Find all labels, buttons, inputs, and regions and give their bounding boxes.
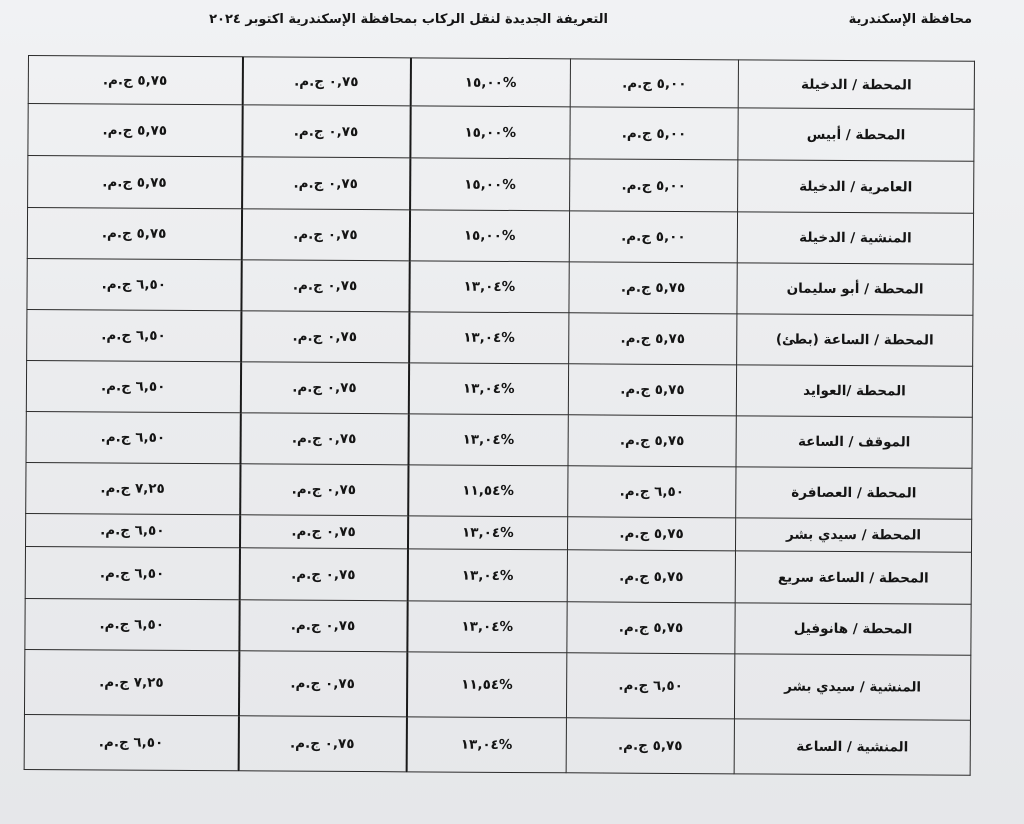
old-fare-cell: ٥,٧٥ ج.م. (567, 550, 735, 603)
increase-cell: ٠,٧٥ ج.م. (238, 716, 406, 772)
table-row (28, 56, 974, 110)
old-fare-cell: ٦,٥٠ ج.م. (566, 653, 734, 719)
increase-cell: ٠,٧٥ ج.م. (240, 413, 408, 465)
percent-cell: %١٥,٠٠ (410, 58, 570, 107)
route-cell: المنشية / سيدي بشر (734, 654, 970, 720)
percent-cell: %١٥,٠٠ (410, 158, 570, 211)
new-fare-cell: ٦,٥٠ ج.م. (27, 258, 241, 310)
old-fare-cell: ٥,٧٥ ج.م. (567, 517, 735, 551)
route-cell: المنشية / الساعة (734, 719, 970, 775)
table-row (27, 208, 973, 265)
old-fare-cell: ٥,٠٠ ج.م. (570, 159, 738, 212)
percent-cell: %١١,٥٤ (406, 652, 566, 718)
new-fare-cell: ٥,٧٥ ج.م. (28, 56, 242, 105)
route-cell: المحطة / سيدي بشر (735, 518, 971, 552)
route-cell: الموقف / الساعة (736, 416, 972, 468)
table-row (24, 649, 970, 720)
fare-table (24, 55, 975, 776)
table-row (25, 598, 971, 655)
old-fare-cell: ٦,٥٠ ج.م. (568, 466, 736, 518)
increase-cell: ٠,٧٥ ج.م. (241, 209, 409, 261)
percent-cell: %١٣,٠٤ (408, 363, 568, 415)
table-row (27, 309, 973, 366)
route-cell: المحطة / الساعة سريع (735, 551, 971, 604)
new-fare-cell: ٥,٧٥ ج.م. (27, 208, 241, 260)
increase-cell: ٠,٧٥ ج.م. (241, 260, 409, 312)
table-row (27, 258, 973, 315)
new-fare-cell: ٦,٥٠ ج.م. (25, 513, 239, 547)
new-fare-cell: ٦,٥٠ ج.م. (25, 598, 239, 650)
table-row (26, 360, 972, 417)
increase-cell: ٠,٧٥ ج.م. (240, 464, 408, 516)
percent-cell: %١٣,٠٤ (406, 717, 566, 773)
increase-cell: ٠,٧٥ ج.م. (238, 651, 406, 717)
percent-cell: %١٣,٠٤ (408, 414, 568, 466)
new-fare-cell: ٦,٥٠ ج.م. (25, 546, 239, 599)
document-title: التعريفة الجديدة لنقل الركاب بمحافظة الإسكندرية اكتوبر ٢٠٢٤ (209, 12, 608, 27)
percent-cell: %١٣,٠٤ (407, 549, 567, 602)
route-cell: المحطة / الدخيلة (738, 60, 974, 109)
increase-cell: ٠,٧٥ ج.م. (239, 515, 407, 549)
new-fare-cell: ٦,٥٠ ج.م. (26, 360, 240, 412)
route-cell: المحطة / الساعة (بطئ) (737, 314, 973, 366)
table-row (24, 714, 970, 775)
percent-cell: %١٣,٠٤ (407, 516, 567, 550)
route-cell: المحطة / هانوفيل (735, 603, 971, 655)
percent-cell: %١٣,٠٤ (407, 601, 567, 653)
table-row (26, 462, 972, 519)
new-fare-cell: ٦,٥٠ ج.م. (27, 309, 241, 361)
increase-cell: ٠,٧٥ ج.م. (240, 362, 408, 414)
table-row (25, 546, 971, 604)
old-fare-cell: ٥,٠٠ ج.م. (570, 107, 738, 160)
percent-cell: %١٣,٠٤ (409, 312, 569, 364)
route-cell: المحطة / العصافرة (736, 467, 972, 519)
old-fare-cell: ٥,٧٥ ج.م. (569, 313, 737, 365)
increase-cell: ٠,٧٥ ج.م. (242, 57, 410, 106)
old-fare-cell: ٥,٠٠ ج.م. (570, 59, 738, 108)
percent-cell: %١١,٥٤ (408, 465, 568, 517)
new-fare-cell: ٧,٢٥ ج.م. (26, 462, 240, 514)
governorate-label: محافظة الإسكندرية (848, 12, 972, 27)
route-cell: المنشية / الدخيلة (737, 212, 973, 264)
new-fare-cell: ٦,٥٠ ج.م. (26, 411, 240, 463)
new-fare-cell: ٧,٢٥ ج.م. (24, 649, 238, 715)
old-fare-cell: ٥,٠٠ ج.م. (569, 211, 737, 263)
percent-cell: %١٣,٠٤ (409, 261, 569, 313)
increase-cell: ٠,٧٥ ج.م. (242, 157, 410, 210)
increase-cell: ٠,٧٥ ج.م. (239, 600, 407, 652)
increase-cell: ٠,٧٥ ج.م. (239, 548, 407, 601)
table-row (28, 156, 974, 214)
increase-cell: ٠,٧٥ ج.م. (241, 311, 409, 363)
old-fare-cell: ٥,٧٥ ج.م. (569, 262, 737, 314)
route-cell: المحطة / أبو سليمان (737, 263, 973, 315)
old-fare-cell: ٥,٧٥ ج.م. (568, 364, 736, 416)
old-fare-cell: ٥,٧٥ ج.م. (566, 718, 734, 774)
new-fare-cell: ٥,٧٥ ج.م. (28, 156, 242, 209)
route-cell: العامرية / الدخيلة (738, 160, 974, 213)
fare-table-body (24, 56, 974, 776)
route-cell: المحطة /العوايد (736, 365, 972, 417)
old-fare-cell: ٥,٧٥ ج.م. (568, 415, 736, 467)
percent-cell: %١٥,٠٠ (409, 210, 569, 262)
table-row (26, 411, 972, 468)
route-cell: المحطة / أبيس (738, 108, 974, 161)
old-fare-cell: ٥,٧٥ ج.م. (567, 602, 735, 654)
table-row (28, 104, 974, 162)
new-fare-cell: ٦,٥٠ ج.م. (24, 714, 238, 770)
increase-cell: ٠,٧٥ ج.م. (242, 105, 410, 158)
percent-cell: %١٥,٠٠ (410, 106, 570, 159)
new-fare-cell: ٥,٧٥ ج.م. (28, 104, 242, 157)
